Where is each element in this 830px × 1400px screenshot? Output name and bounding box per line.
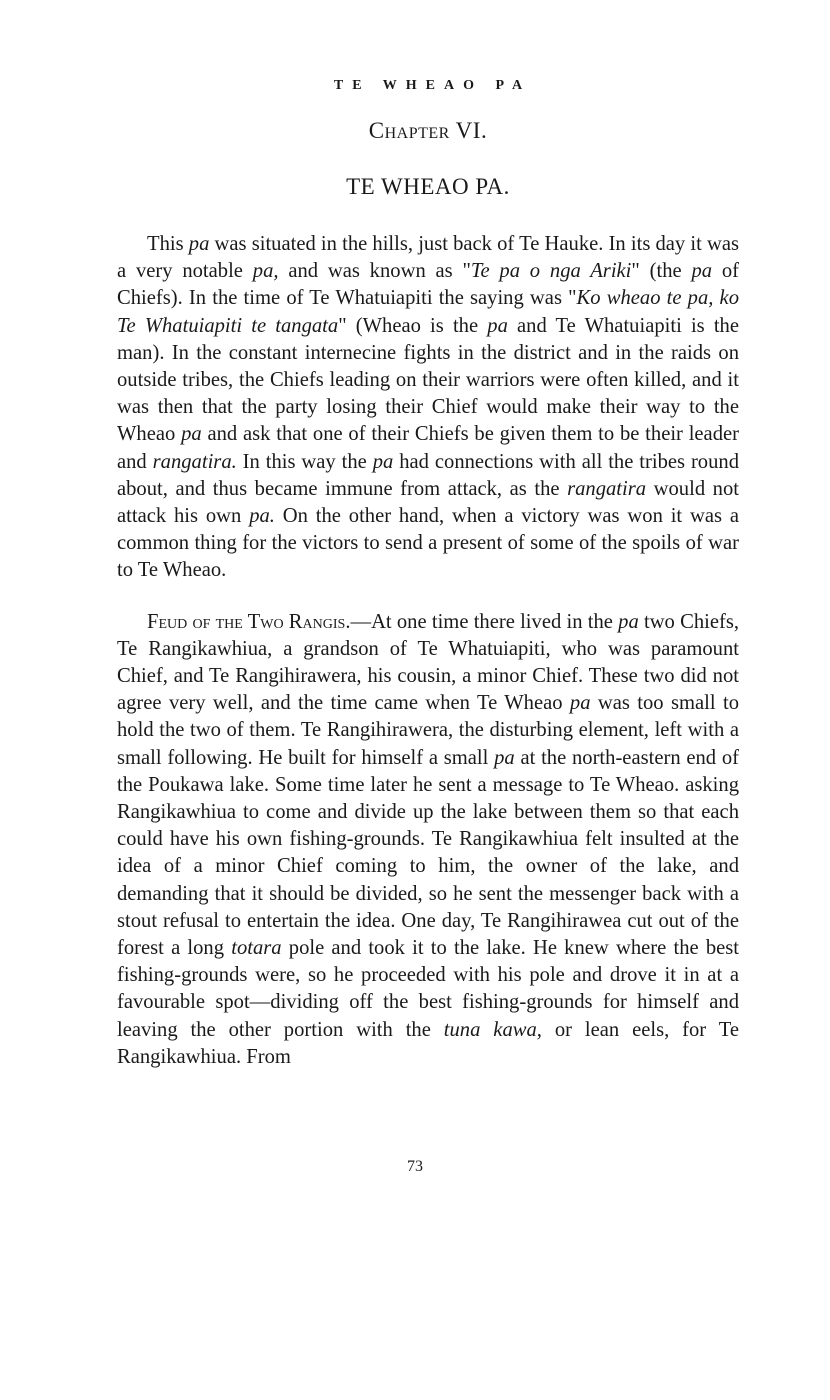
running-head: TE WHEAO PA	[333, 78, 532, 93]
text-run: was situated in the hills, just back of Te Hauke. In its day it was a very notable	[117, 233, 740, 283]
text-run: or lean eels, for Te Rangikawhiua. From	[117, 1018, 739, 1068]
italic-term: totara	[231, 937, 282, 960]
italic-term: pa	[569, 692, 591, 715]
text-run: " (Wheao is the	[338, 314, 488, 337]
italic-term: Te pa o nga Ariki	[470, 260, 632, 283]
italic-term: Ko wheao te pa, ko Te Whatuiapiti te tangata	[117, 287, 739, 337]
italic-term: pa	[487, 314, 508, 337]
text-run: and Te Whatuiapiti is the man). In the constant internecine fights in the district and in the raids on outside tribes, the Chiefs leading on their warriors were often killed, and it was then that the party losing their Chief would make their way to the Wheao	[117, 314, 739, 446]
text-run: was too small to hold the two of them. Te Rangihirawera, the disturbing element, left with a small following. He built for himself a small	[117, 692, 739, 769]
text-run: at the north-eastern end of the Poukawa lake. Some time later he sent a message to Te Wheao. asking Rangikawhiua to come and divide up the lake between them so that each could have his own fishing-grounds. Te Rangikawhiua felt insulted at the idea of a minor Chief coming to him, the owner of the lake, and demanding that it should be divided, so he sent the messenger back with a stout refusal to entertain the idea. One day, Te Rangihirawea cut out of the forest a long	[117, 746, 739, 960]
text-run: would not attack his own	[117, 477, 739, 528]
text-run: pole and took it to the lake. He knew where the best fishing-grounds were, so he proceeded with his pole and drove it in at a favourable spot—dividing off the best fishing-grounds for himself and leaving the other portion with the	[117, 937, 739, 1041]
text-run: had connections with all the tribes round about, and thus became immune from attack, as the	[117, 450, 739, 500]
text-run: On the other hand, when a victory was won it was a common thing for the victors to send a present of some of the spoils of war to Te Wheao.	[117, 505, 739, 582]
text-run: of Chiefs). In the time of Te Whatuiapiti the saying was "	[117, 260, 739, 310]
italic-term: pa.	[249, 505, 275, 528]
chapter-label: Chapter VI.	[368, 118, 488, 143]
italic-term: pa	[494, 746, 515, 769]
text-run: and ask that one of their Chiefs be given them to be their leader and	[117, 423, 739, 473]
section-heading: Feud of the Two Rangis.	[147, 610, 351, 633]
chapter-title: TE WHEAO PA.	[346, 174, 510, 199]
page-number: 73	[407, 1158, 423, 1175]
italic-term: rangatira.	[152, 450, 237, 473]
text-run: and was known as "	[278, 260, 471, 283]
paragraph	[117, 231, 739, 585]
italic-term: pa	[691, 260, 713, 283]
italic-term: pa	[372, 450, 394, 473]
italic-term: tuna kawa,	[443, 1018, 542, 1041]
text-run: This	[147, 233, 189, 255]
paragraph	[117, 609, 739, 1071]
italic-term: pa,	[252, 260, 279, 283]
text-run: " (the	[631, 260, 692, 283]
text-run: —At one time there lived in the	[350, 610, 619, 633]
text-run: two Chiefs, Te Rangikawhiua, a grandson of Te Whatuiapiti, who was paramount Chief, and Te Rangihirawera, his cousin, a minor Chief. These two did not agree very well, and the time came when Te Wheao	[117, 610, 740, 715]
text-run: In this way the	[236, 450, 373, 473]
italic-term: pa	[618, 610, 639, 633]
book-page	[117, 78, 739, 1071]
italic-term: rangatira	[567, 477, 647, 500]
italic-term: pa	[188, 233, 210, 255]
italic-term: pa	[181, 423, 202, 446]
